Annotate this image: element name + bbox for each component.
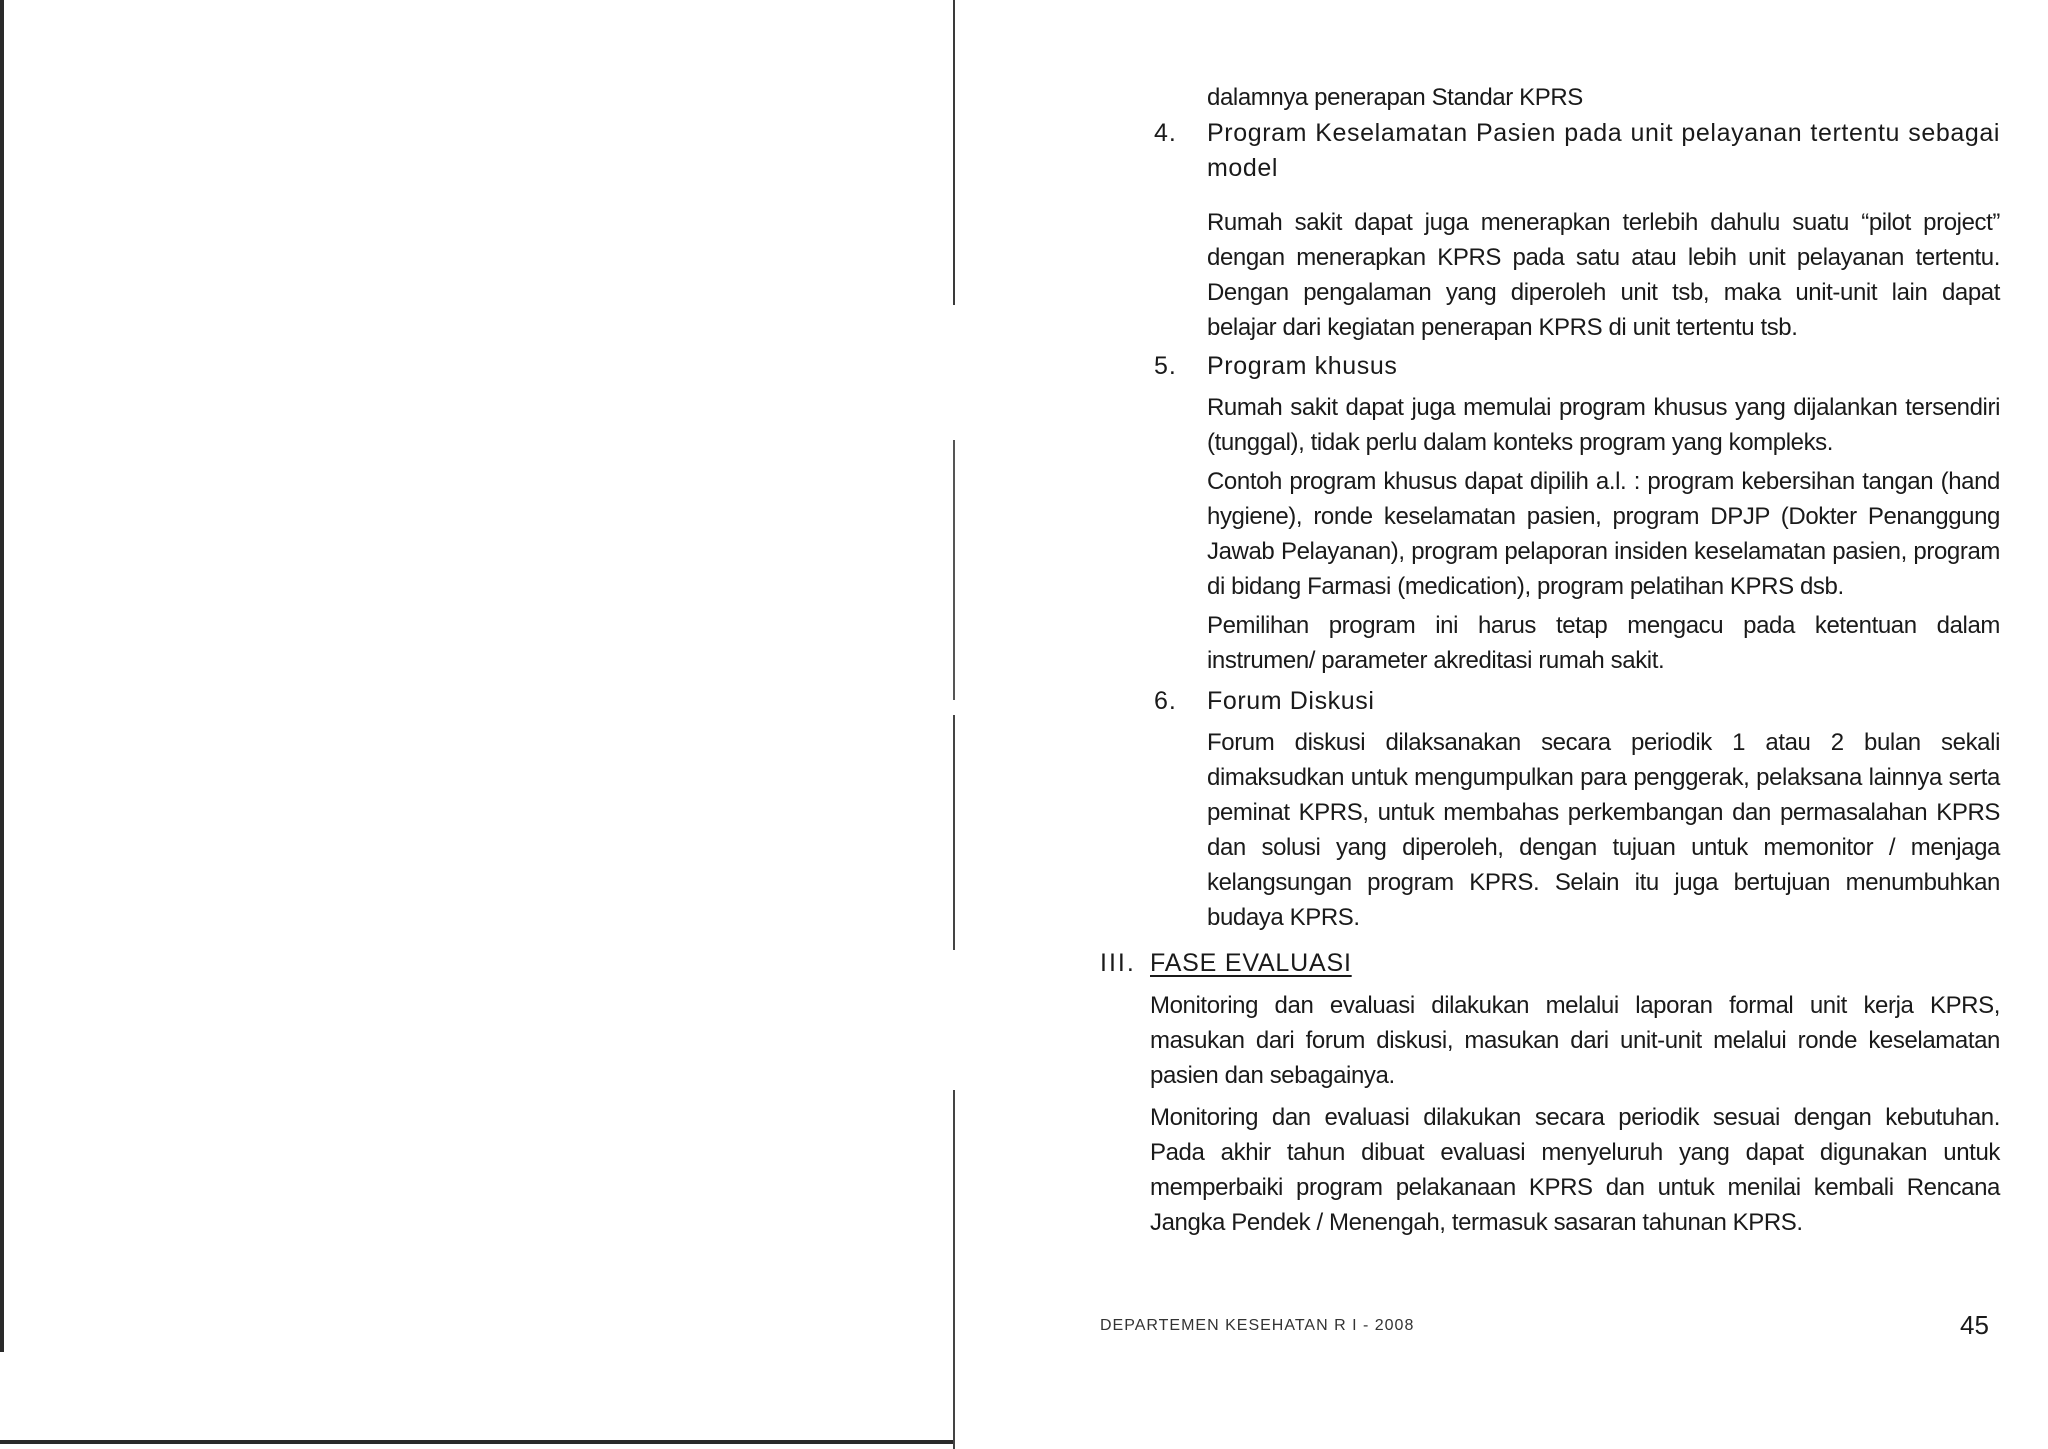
item-5-paragraph-3: Pemilihan program ini harus tetap mengacu pada ketentuan dalam instrumen/ parameter akreditasi rumah sakit. [1207, 612, 2000, 674]
left-page-edge [0, 0, 4, 1352]
item-4-title: Program Keselamatan Pasien pada unit pelayanan tertentu sebagai model [1207, 119, 2000, 182]
item-6-paragraph-1: Forum diskusi dilaksanakan secara periodik 1 atau 2 bulan sekali dimaksudkan untuk mengumpulkan para penggerak, pelaksana lainnya serta peminat KPRS, untuk membahas perkembangan dan permasalahan KPRS dan solusi yang diperoleh, dengan tujuan untuk memonitor / menjaga kelangsungan program KPRS. Selain itu juga bertujuan menumbuhkan budaya KPRS. [1207, 729, 2000, 931]
item-5-title: Program khusus [1207, 352, 1398, 380]
page-number: 45 [1960, 1310, 1989, 1340]
item-4-paragraph-1: Rumah sakit dapat juga menerapkan terlebih dahulu suatu “pilot project” dengan menerapkan KPRS pada satu atau lebih unit pelayanan tertentu. Dengan pengalaman yang diperoleh unit tsb, maka unit-unit lain dapat belajar dari kegiatan penerapan KPRS di unit tertentu tsb. [1207, 209, 2000, 341]
item-5-paragraph-1: Rumah sakit dapat juga memulai program khusus yang dijalankan tersendiri (tunggal), tidak perlu dalam konteks program yang kompleks. [1207, 394, 2000, 456]
item-4-number: 4. [1154, 119, 1177, 147]
book-gutter-line [953, 0, 955, 1449]
section-paragraph-1: Monitoring dan evaluasi dilakukan melalui laporan formal unit kerja KPRS, masukan dari forum diskusi, masukan dari unit-unit melalui ronde keselamatan pasien dan sebagainya. [1150, 992, 2000, 1089]
item-6-number: 6. [1154, 687, 1177, 715]
section-paragraph-2: Monitoring dan evaluasi dilakukan secara periodik sesuai dengan kebutuhan. Pada akhir tahun dibuat evaluasi menyeluruh yang dapat digunakan untuk memperbaiki program pelakanaan KPRS dan untuk menilai kembali Rencana Jangka Pendek / Menengah, termasuk sasaran tahunan KPRS. [1150, 1104, 2000, 1236]
footer-publisher: DEPARTEMEN KESEHATAN R I - 2008 [1100, 1317, 1415, 1334]
item-5-paragraph-2: Contoh program khusus dapat dipilih a.l. : program kebersihan tangan (hand hygiene), ronde keselamatan pasien, program DPJP (Dokter Penanggung Jawab Pelayanan), program pelaporan insiden keselamatan pasien, program di bidang Farmasi (medication), program pelatihan KPRS dsb. [1207, 468, 2000, 600]
continuation-line: dalamnya penerapan Standar KPRS [1207, 84, 1583, 111]
section-number: III. [1100, 949, 1136, 977]
left-page-bottom-edge [0, 1440, 955, 1444]
item-6-title: Forum Diskusi [1207, 687, 1375, 715]
left-page-blank [0, 0, 950, 1449]
right-page [1080, 80, 2000, 1410]
section-title: FASE EVALUASI [1150, 949, 1352, 977]
item-5-number: 5. [1154, 352, 1177, 380]
